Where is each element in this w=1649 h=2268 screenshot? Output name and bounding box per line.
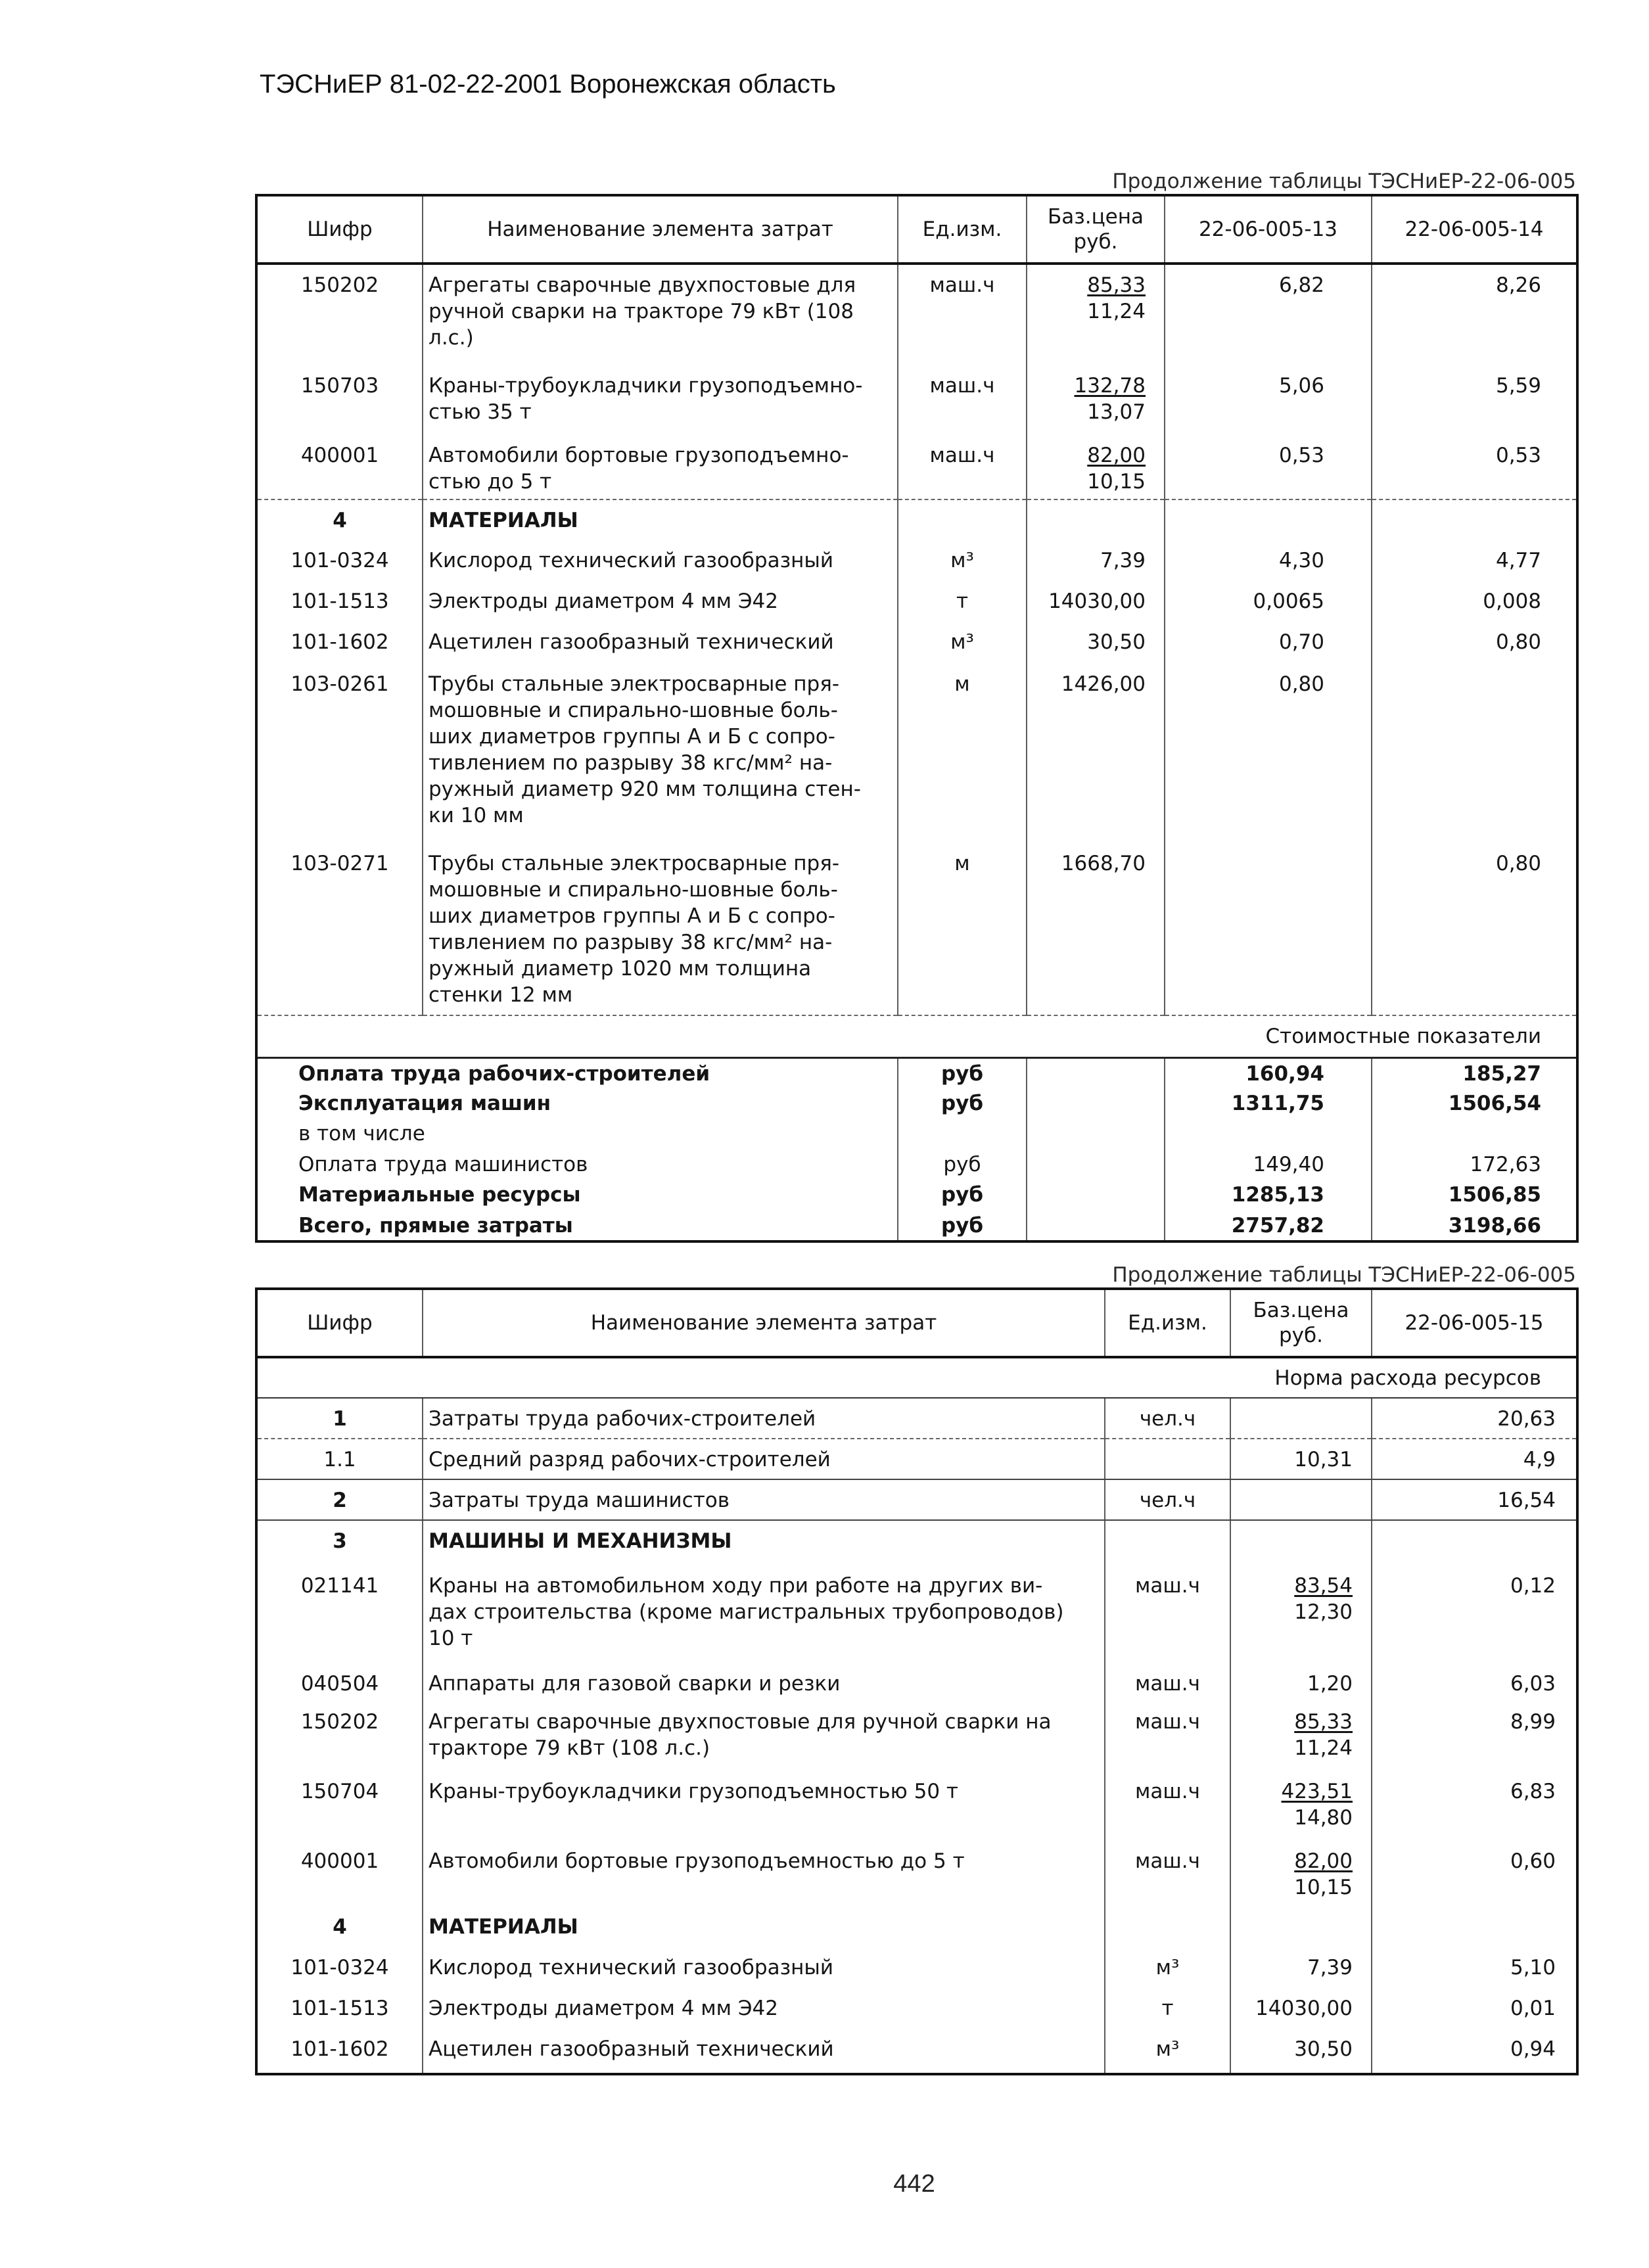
value-cell: 0,80 bbox=[1372, 843, 1577, 1015]
unit-cell: маш.ч bbox=[1105, 1663, 1230, 1701]
name-line: Затраты труда машинистов bbox=[429, 1489, 730, 1512]
cost-row bbox=[256, 1149, 1577, 1180]
unit-cell bbox=[898, 499, 1027, 540]
base-price-wage: 13,07 bbox=[1087, 400, 1146, 424]
cost-unit-cell: руб bbox=[898, 1211, 1027, 1241]
name-cell bbox=[423, 435, 898, 499]
value-cell bbox=[1372, 499, 1577, 540]
name-cell bbox=[423, 1439, 1105, 1479]
name-line: Электроды диаметром 4 мм Э42 bbox=[429, 1997, 778, 2020]
column-header bbox=[256, 1289, 423, 1357]
table-row bbox=[256, 1398, 1577, 1439]
price-cell bbox=[1230, 1520, 1372, 1565]
table-row bbox=[256, 1841, 1577, 1907]
unit-cell: маш.ч bbox=[898, 264, 1027, 365]
name-line: мошовные и спирально-шовные боль- bbox=[429, 878, 838, 902]
name-line: ружный диаметр 920 мм толщина стен- bbox=[429, 777, 861, 801]
base-price-wage: 10,15 bbox=[1087, 470, 1146, 494]
base-price: 85,33 bbox=[1087, 273, 1146, 297]
name-line: ших диаметров группы А и Б с сопро- bbox=[429, 904, 835, 928]
value-cell: 0,80 bbox=[1372, 622, 1577, 664]
name-cell bbox=[423, 1565, 1105, 1663]
price-cell bbox=[1027, 581, 1165, 622]
code-cell: 2 bbox=[256, 1479, 423, 1520]
table-row bbox=[256, 435, 1577, 499]
name-line: МАТЕРИАЛЫ bbox=[429, 1915, 578, 1939]
page-number: 442 bbox=[893, 2170, 935, 2198]
base-price-wage: 10,15 bbox=[1294, 1876, 1353, 1899]
unit-cell: м³ bbox=[898, 540, 1027, 581]
name-line: Агрегаты сварочные двухпостовые для ручной сварки на bbox=[429, 1710, 1052, 1734]
column-header bbox=[1027, 195, 1165, 264]
value-cell: 0,53 bbox=[1372, 435, 1577, 499]
cost-value-cell: 160,94 bbox=[1165, 1057, 1372, 1088]
name-line: Трубы стальные электросварные пря- bbox=[429, 852, 840, 875]
column-header bbox=[1372, 1289, 1577, 1357]
table-2-caption: Продолжение таблицы ТЭСНиЕР-22-06-005 bbox=[1112, 1263, 1576, 1287]
value-cell bbox=[1372, 664, 1577, 843]
unit-cell bbox=[1105, 1439, 1230, 1479]
name-line: ших диаметров группы А и Б с сопро- bbox=[429, 725, 835, 749]
table-row bbox=[256, 1771, 1577, 1841]
cost-row bbox=[256, 1057, 1577, 1088]
value-cell: 0,53 bbox=[1165, 435, 1372, 499]
name-line: Автомобили бортовые грузоподъемностью до 5 т bbox=[429, 1849, 965, 1873]
resource-table-1 bbox=[255, 194, 1579, 1243]
base-price: 82,00 bbox=[1087, 444, 1146, 467]
table-row bbox=[256, 1701, 1577, 1771]
code-cell: 400001 bbox=[256, 435, 423, 499]
name-line: Краны на автомобильном ходу при работе на других ви- bbox=[429, 1574, 1043, 1598]
value-cell bbox=[1165, 843, 1372, 1015]
name-cell bbox=[423, 365, 898, 435]
table-body bbox=[256, 264, 1577, 1241]
table-row bbox=[256, 1663, 1577, 1701]
column-header-line: руб. bbox=[1279, 1324, 1323, 1347]
column-header bbox=[423, 195, 898, 264]
unit-cell: маш.ч bbox=[1105, 1565, 1230, 1663]
cost-value-cell: 3198,66 bbox=[1372, 1211, 1577, 1241]
base-price: 14030,00 bbox=[1048, 590, 1146, 613]
value-cell: 0,60 bbox=[1372, 1841, 1577, 1907]
cost-unit-cell: руб bbox=[898, 1088, 1027, 1119]
price-cell bbox=[1230, 2029, 1372, 2074]
code-cell: 150202 bbox=[300, 273, 379, 297]
name-cell bbox=[423, 622, 898, 664]
code-cell: 150704 bbox=[300, 1780, 379, 1803]
table-row bbox=[256, 2029, 1577, 2074]
name-cell bbox=[423, 264, 898, 365]
name-line: л.с.) bbox=[429, 326, 474, 350]
name-line: Средний разряд рабочих-строителей bbox=[429, 1448, 831, 1471]
value-cell: 20,63 bbox=[1372, 1398, 1577, 1439]
base-price: 14030,00 bbox=[1255, 1997, 1353, 2020]
value-cell: 0,008 bbox=[1372, 581, 1577, 622]
column-header-line: 22-06-005-14 bbox=[1405, 218, 1544, 241]
value-cell: 0,94 bbox=[1372, 2029, 1577, 2074]
name-cell bbox=[423, 1520, 1105, 1565]
name-line: ки 10 мм bbox=[429, 804, 524, 827]
unit-cell: маш.ч bbox=[898, 365, 1027, 435]
price-cell bbox=[1027, 664, 1165, 843]
cost-value-cell: 2757,82 bbox=[1165, 1211, 1372, 1241]
code-cell: 101-1513 bbox=[290, 590, 389, 613]
cost-label: Оплата труда рабочих-строителей bbox=[298, 1061, 710, 1086]
table-row bbox=[256, 581, 1577, 622]
base-price: 30,50 bbox=[1087, 630, 1146, 654]
name-line: Агрегаты сварочные двухпостовые для bbox=[429, 273, 856, 297]
name-line: Краны-трубоукладчики грузоподъемно- bbox=[429, 374, 863, 398]
column-header-line: Баз.цена bbox=[1253, 1299, 1349, 1322]
table-row bbox=[256, 622, 1577, 664]
column-header-line: Ед.изм. bbox=[1128, 1311, 1207, 1335]
price-cell bbox=[1230, 1771, 1372, 1841]
cost-unit-cell bbox=[898, 1119, 1027, 1149]
name-line: МАТЕРИАЛЫ bbox=[429, 509, 578, 532]
unit-cell: чел.ч bbox=[1105, 1398, 1230, 1439]
table-row bbox=[256, 1988, 1577, 2029]
cost-value-cell: 1311,75 bbox=[1165, 1088, 1372, 1119]
code-cell: 103-0271 bbox=[256, 843, 423, 1015]
name-line: дах строительства (кроме магистральных трубопроводов) bbox=[429, 1600, 1064, 1624]
price-cell bbox=[1230, 1947, 1372, 1988]
unit-cell: м³ bbox=[898, 622, 1027, 664]
base-price: 30,50 bbox=[1294, 2037, 1353, 2061]
price-cell bbox=[1230, 1841, 1372, 1907]
cost-row bbox=[256, 1088, 1577, 1119]
code-cell: 3 bbox=[333, 1529, 347, 1553]
unit-cell: м bbox=[898, 843, 1027, 1015]
base-price: 85,33 bbox=[1294, 1710, 1353, 1734]
price-cell bbox=[1230, 1439, 1372, 1479]
name-cell bbox=[423, 540, 898, 581]
unit-cell: м³ bbox=[1105, 2029, 1230, 2074]
norma-title: Норма расхода ресурсов bbox=[256, 1357, 1577, 1398]
name-cell bbox=[423, 1947, 1105, 1988]
cost-value-cell: 1285,13 bbox=[1165, 1180, 1372, 1211]
cost-price-cell bbox=[1027, 1088, 1165, 1119]
base-price: 423,51 bbox=[1281, 1780, 1353, 1803]
value-cell: 0,01 bbox=[1372, 1988, 1577, 2029]
value-cell bbox=[1372, 1520, 1577, 1565]
base-price: 1,20 bbox=[1307, 1672, 1353, 1696]
column-header bbox=[1105, 1289, 1230, 1357]
column-header bbox=[1230, 1289, 1372, 1357]
name-line: ручной сварки на тракторе 79 кВт (108 bbox=[429, 300, 854, 323]
price-cell bbox=[1230, 1398, 1372, 1439]
header-row bbox=[256, 1289, 1577, 1357]
cost-value-cell bbox=[1372, 1119, 1577, 1149]
code-cell: 1.1 bbox=[256, 1439, 423, 1479]
cost-price-cell bbox=[1027, 1119, 1165, 1149]
base-price: 82,00 bbox=[1294, 1849, 1353, 1873]
column-header-line: Баз.цена bbox=[1047, 205, 1144, 229]
table-row bbox=[256, 1479, 1577, 1520]
name-line: Краны-трубоукладчики грузоподъемностью 50 т bbox=[429, 1780, 958, 1803]
table-row bbox=[256, 1947, 1577, 1988]
value-cell: 5,10 bbox=[1372, 1947, 1577, 1988]
base-price: 7,39 bbox=[1307, 1956, 1353, 1979]
cost-title-row bbox=[256, 1015, 1577, 1057]
value-cell: 0,0065 bbox=[1165, 581, 1372, 622]
unit-cell: маш.ч bbox=[898, 435, 1027, 499]
name-cell bbox=[423, 1398, 1105, 1439]
value-cell: 6,83 bbox=[1372, 1771, 1577, 1841]
name-line: Трубы стальные электросварные пря- bbox=[429, 672, 840, 696]
column-header-line: руб. bbox=[1073, 230, 1118, 254]
base-price-wage: 11,24 bbox=[1294, 1736, 1353, 1760]
name-line: тивлением по разрыву 38 кгс/мм² на- bbox=[429, 751, 833, 775]
value-cell: 0,70 bbox=[1165, 622, 1372, 664]
price-cell bbox=[1230, 1663, 1372, 1701]
name-cell bbox=[423, 1988, 1105, 2029]
base-price: 10,31 bbox=[1294, 1448, 1353, 1471]
name-line: Кислород технический газообразный bbox=[429, 1956, 833, 1979]
name-line: Затраты труда рабочих-строителей bbox=[429, 1407, 816, 1431]
price-cell bbox=[1027, 622, 1165, 664]
cost-unit-cell: руб bbox=[898, 1149, 1027, 1180]
cost-label: в том числе bbox=[298, 1122, 425, 1146]
column-header-line: Шифр bbox=[307, 1311, 373, 1335]
code-cell: 101-0324 bbox=[290, 1956, 389, 1979]
price-cell bbox=[1027, 365, 1165, 435]
name-line: тивлением по разрыву 38 кгс/мм² на- bbox=[429, 931, 833, 954]
name-cell bbox=[423, 1479, 1105, 1520]
unit-cell: т bbox=[1105, 1988, 1230, 2029]
section-row bbox=[256, 1520, 1577, 1565]
value-cell: 6,03 bbox=[1372, 1663, 1577, 1701]
cost-label: Оплата труда машинистов bbox=[298, 1153, 588, 1176]
unit-cell: маш.ч bbox=[1105, 1841, 1230, 1907]
price-cell bbox=[1027, 540, 1165, 581]
value-cell: 4,9 bbox=[1372, 1439, 1577, 1479]
price-cell bbox=[1230, 1565, 1372, 1663]
table-body bbox=[256, 1357, 1577, 2074]
cost-value-cell: 172,63 bbox=[1372, 1149, 1577, 1180]
unit-cell bbox=[1105, 1907, 1230, 1947]
price-cell bbox=[1027, 264, 1165, 365]
name-cell bbox=[423, 499, 898, 540]
cost-value-cell: 1506,54 bbox=[1372, 1088, 1577, 1119]
table-row bbox=[256, 264, 1577, 365]
unit-cell: м³ bbox=[1105, 1947, 1230, 1988]
code-cell: 4 bbox=[333, 509, 347, 532]
cost-value-cell bbox=[1165, 1119, 1372, 1149]
price-cell bbox=[1230, 1907, 1372, 1947]
document-title: ТЭСНиЕР 81-02-22-2001 Воронежская область bbox=[260, 70, 836, 99]
base-price: 1426,00 bbox=[1061, 672, 1146, 696]
code-cell: 101-1513 bbox=[290, 1997, 389, 2020]
price-cell bbox=[1027, 843, 1165, 1015]
unit-cell: т bbox=[898, 581, 1027, 622]
column-header bbox=[256, 195, 423, 264]
name-line: стенки 12 мм bbox=[429, 983, 573, 1007]
cost-price-cell bbox=[1027, 1180, 1165, 1211]
value-cell: 5,06 bbox=[1165, 365, 1372, 435]
base-price-wage: 14,80 bbox=[1294, 1806, 1353, 1830]
name-cell bbox=[423, 1701, 1105, 1771]
name-line: стью до 5 т bbox=[429, 470, 552, 494]
cost-label: Всего, прямые затраты bbox=[298, 1214, 573, 1238]
name-cell bbox=[423, 2029, 1105, 2074]
norma-row bbox=[256, 1357, 1577, 1398]
value-cell bbox=[1165, 499, 1372, 540]
name-line: Ацетилен газообразный технический bbox=[429, 630, 834, 654]
value-cell: 4,77 bbox=[1372, 540, 1577, 581]
table-row bbox=[256, 664, 1577, 843]
value-cell: 8,99 bbox=[1372, 1701, 1577, 1771]
base-price: 1668,70 bbox=[1061, 852, 1146, 875]
name-cell bbox=[423, 1663, 1105, 1701]
section-row bbox=[256, 1907, 1577, 1947]
table-header bbox=[256, 195, 1577, 264]
table-1-caption: Продолжение таблицы ТЭСНиЕР-22-06-005 bbox=[1112, 170, 1576, 193]
price-cell bbox=[1027, 499, 1165, 540]
code-cell: 101-1602 bbox=[290, 2037, 389, 2061]
table-row bbox=[256, 365, 1577, 435]
name-cell bbox=[423, 1907, 1105, 1947]
name-cell bbox=[423, 581, 898, 622]
cost-label: Материальные ресурсы bbox=[298, 1183, 581, 1207]
code-cell: 103-0261 bbox=[290, 672, 389, 696]
value-cell: 4,30 bbox=[1165, 540, 1372, 581]
column-header-line: Наименование элемента затрат bbox=[487, 218, 833, 241]
name-line: МАШИНЫ И МЕХАНИЗМЫ bbox=[429, 1529, 732, 1553]
name-line: Автомобили бортовые грузоподъемно- bbox=[429, 444, 849, 467]
code-cell: 150703 bbox=[300, 374, 379, 398]
resource-table-2 bbox=[255, 1287, 1579, 2075]
name-line: Ацетилен газообразный технический bbox=[429, 2037, 834, 2061]
code-cell: 021141 bbox=[300, 1574, 379, 1598]
column-header-line: Наименование элемента затрат bbox=[590, 1311, 937, 1335]
value-cell: 0,12 bbox=[1372, 1565, 1577, 1663]
name-line: 10 т bbox=[429, 1627, 473, 1650]
section-row bbox=[256, 499, 1577, 540]
table-row bbox=[256, 843, 1577, 1015]
header-row bbox=[256, 195, 1577, 264]
name-line: Кислород технический газообразный bbox=[429, 549, 833, 572]
base-price: 132,78 bbox=[1074, 374, 1146, 398]
name-line: Аппараты для газовой сварки и резки bbox=[429, 1672, 841, 1696]
column-header-line: Ед.изм. bbox=[922, 218, 1002, 241]
cost-value-cell: 1506,85 bbox=[1372, 1180, 1577, 1211]
value-cell: 16,54 bbox=[1372, 1479, 1577, 1520]
base-price: 7,39 bbox=[1100, 549, 1146, 572]
unit-cell: чел.ч bbox=[1105, 1479, 1230, 1520]
value-cell: 5,59 bbox=[1372, 365, 1577, 435]
cost-row bbox=[256, 1180, 1577, 1211]
name-cell bbox=[423, 1841, 1105, 1907]
column-header-line: Шифр bbox=[307, 218, 373, 241]
name-line: Электроды диаметром 4 мм Э42 bbox=[429, 590, 778, 613]
cost-label: Эксплуатация машин bbox=[298, 1092, 551, 1115]
price-cell bbox=[1230, 1701, 1372, 1771]
code-cell: 400001 bbox=[300, 1849, 379, 1873]
code-cell: 101-0324 bbox=[290, 549, 389, 572]
value-cell: 0,80 bbox=[1165, 664, 1372, 843]
name-cell bbox=[423, 1771, 1105, 1841]
base-price-wage: 12,30 bbox=[1294, 1600, 1353, 1624]
cost-row bbox=[256, 1211, 1577, 1241]
table-row bbox=[256, 1439, 1577, 1479]
cost-row bbox=[256, 1119, 1577, 1149]
column-header-line: 22-06-005-13 bbox=[1198, 218, 1338, 241]
cost-unit-cell: руб bbox=[898, 1057, 1027, 1088]
code-cell: 040504 bbox=[300, 1672, 379, 1696]
value-cell: 8,26 bbox=[1372, 264, 1577, 365]
base-price-wage: 11,24 bbox=[1087, 300, 1146, 323]
table-header bbox=[256, 1289, 1577, 1357]
column-header bbox=[1165, 195, 1372, 264]
cost-price-cell bbox=[1027, 1149, 1165, 1180]
value-cell: 6,82 bbox=[1165, 264, 1372, 365]
unit-cell: маш.ч bbox=[1105, 1771, 1230, 1841]
unit-cell: м bbox=[898, 664, 1027, 843]
name-line: ружный диаметр 1020 мм толщина bbox=[429, 957, 812, 981]
cost-value-cell: 149,40 bbox=[1165, 1149, 1372, 1180]
name-line: стью 35 т bbox=[429, 400, 532, 424]
cost-value-cell: 185,27 bbox=[1372, 1057, 1577, 1088]
code-cell: 1 bbox=[256, 1398, 423, 1439]
price-cell bbox=[1230, 1988, 1372, 2029]
column-header bbox=[898, 195, 1027, 264]
unit-cell bbox=[1105, 1520, 1230, 1565]
column-header bbox=[1372, 195, 1577, 264]
cost-price-cell bbox=[1027, 1057, 1165, 1088]
name-line: тракторе 79 кВт (108 л.с.) bbox=[429, 1736, 710, 1760]
unit-cell: маш.ч bbox=[1105, 1701, 1230, 1771]
table-row bbox=[256, 540, 1577, 581]
column-header bbox=[423, 1289, 1105, 1357]
code-cell: 4 bbox=[333, 1915, 347, 1939]
name-cell bbox=[423, 664, 898, 843]
table-row bbox=[256, 1565, 1577, 1663]
name-line: мошовные и спирально-шовные боль- bbox=[429, 699, 838, 722]
cost-price-cell bbox=[1027, 1211, 1165, 1241]
name-cell bbox=[423, 843, 898, 1015]
cost-title: Стоимостные показатели bbox=[256, 1015, 1577, 1057]
column-header-line: 22-06-005-15 bbox=[1405, 1311, 1544, 1335]
price-cell bbox=[1230, 1479, 1372, 1520]
base-price: 83,54 bbox=[1294, 1574, 1353, 1598]
cost-unit-cell: руб bbox=[898, 1180, 1027, 1211]
code-cell: 101-1602 bbox=[290, 630, 389, 654]
value-cell bbox=[1372, 1907, 1577, 1947]
price-cell bbox=[1027, 435, 1165, 499]
code-cell: 150202 bbox=[300, 1710, 379, 1734]
